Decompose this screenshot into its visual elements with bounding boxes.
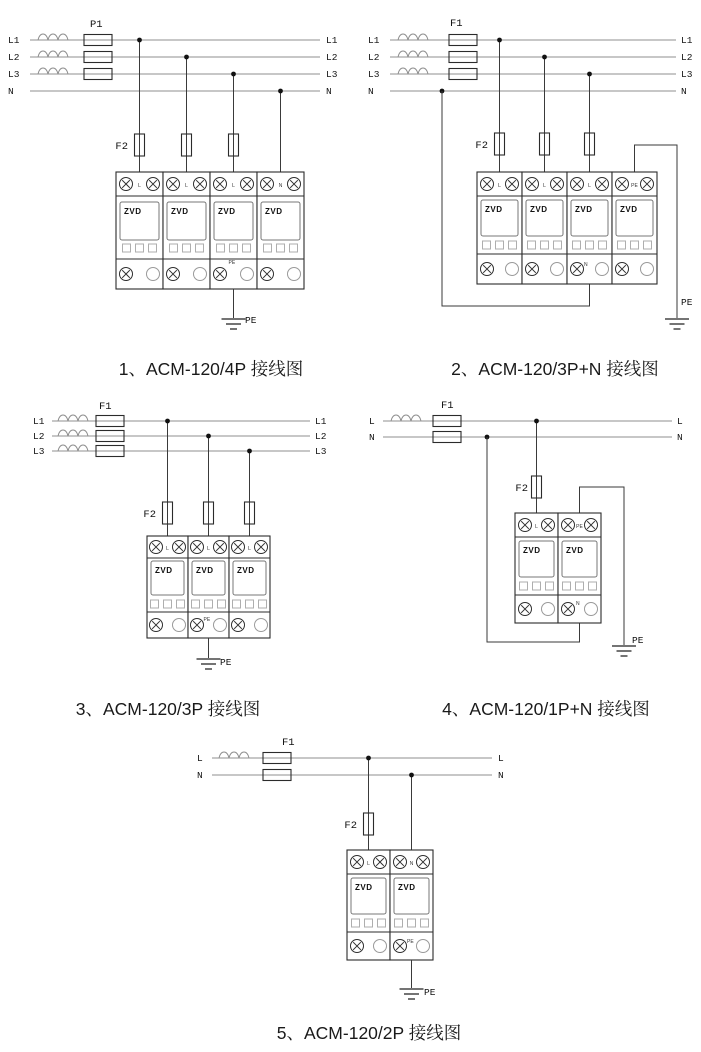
terminal-label: L <box>588 183 591 189</box>
branch-fuse-label: F2 <box>143 509 156 521</box>
screw-terminal-icon <box>255 541 268 554</box>
indicator-window <box>573 241 607 249</box>
terminal-circle <box>214 619 227 632</box>
diagram-acm-120-3p-n <box>368 18 693 329</box>
line-label-left: N <box>197 770 203 781</box>
diagram-acm-120-2p <box>197 737 504 999</box>
line-label-left: L2 <box>33 431 45 442</box>
screw-terminal-icon <box>571 263 584 276</box>
indicator-window <box>395 919 429 927</box>
spd-module <box>477 172 522 284</box>
screw-terminal-icon <box>616 178 629 191</box>
screw-terminal-icon <box>562 603 575 616</box>
indicator-window <box>233 600 267 608</box>
inductor-icon <box>219 752 249 758</box>
module-model-label: ZVD <box>237 566 255 575</box>
terminal-label: PE <box>631 183 638 189</box>
junction-dot <box>206 434 211 439</box>
screw-terminal-icon <box>571 178 584 191</box>
terminal-circle <box>506 263 519 276</box>
indicator-window <box>520 582 554 590</box>
power-lines <box>390 40 676 91</box>
terminal-circle <box>147 268 160 281</box>
screw-terminal-icon <box>351 940 364 953</box>
diagram-acm-120-1p-n <box>369 400 683 656</box>
screw-terminal-icon <box>519 603 532 616</box>
line-label-right: N <box>677 432 683 443</box>
power-lines <box>383 421 672 437</box>
branch-fuse-label: F2 <box>115 141 128 153</box>
earth-ground-icon <box>197 659 221 669</box>
spd-module <box>257 172 304 289</box>
inductor-icon <box>398 51 428 57</box>
module-model-label: ZVD <box>530 205 548 214</box>
branch-fuse-label: F2 <box>515 483 528 495</box>
line-label-right: N <box>681 86 687 97</box>
screw-terminal-icon <box>417 856 430 869</box>
screw-terminal-icon <box>241 178 254 191</box>
main-fuse-label: F1 <box>441 400 454 412</box>
terminal-label: N <box>576 601 580 607</box>
screw-terminal-icon <box>191 541 204 554</box>
screw-terminal-icon <box>173 541 186 554</box>
module-model-label: ZVD <box>265 207 283 216</box>
screw-terminal-icon <box>596 178 609 191</box>
line-label-right: L2 <box>326 52 338 63</box>
diagram-caption: 1、ACM-120/4P 接线图 <box>118 359 304 379</box>
spd-module <box>229 536 270 638</box>
screw-terminal-icon <box>551 178 564 191</box>
terminal-label: N <box>584 262 588 268</box>
inductor-icon <box>398 68 428 74</box>
screw-terminal-icon <box>288 178 301 191</box>
junction-dot <box>231 72 236 77</box>
diagram-caption: 4、ACM-120/1P+N 接线图 <box>442 699 650 719</box>
spd-module <box>163 172 210 289</box>
screw-terminal-icon <box>519 519 532 532</box>
main-fuse-label: F1 <box>450 18 463 30</box>
line-label-left: L2 <box>8 52 20 63</box>
indicator-window <box>483 241 517 249</box>
spd-module <box>515 513 558 623</box>
ground-label: PE <box>424 987 436 998</box>
earth-ground-icon <box>222 319 246 329</box>
main-fuse-label: P1 <box>90 19 103 31</box>
line-label-right: N <box>498 770 504 781</box>
terminal-circle <box>596 263 609 276</box>
terminal-label: L <box>232 183 235 189</box>
line-label-right: L3 <box>326 69 338 80</box>
power-lines <box>52 421 310 451</box>
junction-dot <box>165 419 170 424</box>
terminal-circle <box>374 940 387 953</box>
spd-module <box>558 513 601 623</box>
line-label-left: L2 <box>368 52 380 63</box>
ground-label: PE <box>245 315 257 326</box>
screw-terminal-icon <box>481 178 494 191</box>
terminal-label: PE <box>228 260 236 266</box>
terminal-circle <box>194 268 207 281</box>
screw-terminal-icon <box>374 856 387 869</box>
indicator-window <box>123 244 157 252</box>
indicator-window <box>264 244 298 252</box>
screw-terminal-icon <box>214 178 227 191</box>
module-model-label: ZVD <box>575 205 593 214</box>
terminal-label: L <box>138 183 141 189</box>
module-model-label: ZVD <box>196 566 214 575</box>
line-label-left: L1 <box>8 35 20 46</box>
terminal-circle <box>542 603 555 616</box>
spd-module <box>147 536 188 638</box>
ground-label: PE <box>220 657 232 668</box>
junction-dot <box>278 89 283 94</box>
inductor-icon <box>58 415 88 421</box>
screw-terminal-icon <box>261 268 274 281</box>
screw-terminal-icon <box>526 178 539 191</box>
terminal-circle <box>288 268 301 281</box>
module-model-label: ZVD <box>355 883 373 892</box>
terminal-label: N <box>278 183 283 189</box>
branch-wires <box>140 40 281 172</box>
junction-dot <box>497 38 502 43</box>
indicator-window <box>563 582 597 590</box>
earth-ground-icon <box>612 646 636 656</box>
screw-terminal-icon <box>147 178 160 191</box>
screw-terminal-icon <box>562 519 575 532</box>
diagram-acm-120-3p <box>33 401 327 669</box>
indicator-window <box>151 600 185 608</box>
screw-terminal-icon <box>526 263 539 276</box>
line-label-right: L1 <box>326 35 338 46</box>
screw-terminal-icon <box>232 541 245 554</box>
terminal-label: L <box>535 524 538 530</box>
inductor-icon <box>38 68 68 74</box>
screw-terminal-icon <box>194 178 207 191</box>
terminal-label: L <box>543 183 546 189</box>
terminal-label: L <box>498 183 501 189</box>
main-fuse-label: F1 <box>99 401 112 413</box>
module-model-label: ZVD <box>218 207 236 216</box>
inductor-icon <box>58 445 88 451</box>
line-label-right: L1 <box>681 35 693 46</box>
line-label-left: N <box>368 86 374 97</box>
screw-terminal-icon <box>232 619 245 632</box>
terminal-label: L <box>367 861 370 867</box>
line-label-left: L1 <box>33 416 45 427</box>
screw-terminal-icon <box>351 856 364 869</box>
screw-terminal-icon <box>167 178 180 191</box>
indicator-window <box>352 919 386 927</box>
indicator-window <box>528 241 562 249</box>
terminal-circle <box>417 940 430 953</box>
junction-dot <box>534 419 539 424</box>
line-label-left: L1 <box>368 35 380 46</box>
screw-terminal-icon <box>481 263 494 276</box>
spd-module <box>612 172 657 284</box>
terminal-label: PE <box>203 617 211 623</box>
screw-terminal-icon <box>641 178 654 191</box>
terminal-circle <box>255 619 268 632</box>
line-label-left: N <box>8 86 14 97</box>
terminal-label: PE <box>407 939 414 945</box>
line-label-right: L2 <box>315 431 327 442</box>
power-lines <box>212 758 492 775</box>
spd-module <box>347 850 390 960</box>
line-label-right: L3 <box>681 69 693 80</box>
module-model-label: ZVD <box>124 207 142 216</box>
line-label-right: L <box>498 753 504 764</box>
junction-dot <box>247 449 252 454</box>
screw-terminal-icon <box>167 268 180 281</box>
branch-wires <box>369 758 412 850</box>
terminal-circle <box>641 263 654 276</box>
screw-terminal-icon <box>214 268 227 281</box>
screw-terminal-icon <box>542 519 555 532</box>
terminal-label: L <box>207 546 210 552</box>
terminal-label: L <box>248 546 251 552</box>
screw-terminal-icon <box>506 178 519 191</box>
module-model-label: ZVD <box>171 207 189 216</box>
junction-dot <box>409 773 414 778</box>
junction-dot <box>542 55 547 60</box>
screw-terminal-icon <box>261 178 274 191</box>
terminal-label: L <box>185 183 188 189</box>
line-label-left: L3 <box>33 446 45 457</box>
screw-terminal-icon <box>394 940 407 953</box>
screw-terminal-icon <box>616 263 629 276</box>
junction-dot <box>366 756 371 761</box>
module-model-label: ZVD <box>485 205 503 214</box>
spd-module <box>188 536 229 638</box>
screw-terminal-icon <box>150 541 163 554</box>
inductor-icon <box>38 51 68 57</box>
line-label-right: L1 <box>315 416 327 427</box>
line-label-right: N <box>326 86 332 97</box>
line-label-left: N <box>369 432 375 443</box>
junction-dot <box>587 72 592 77</box>
terminal-circle <box>585 603 598 616</box>
line-label-right: L2 <box>681 52 693 63</box>
branch-wires <box>500 40 590 172</box>
ground-label: PE <box>632 635 644 646</box>
line-label-right: L <box>677 416 683 427</box>
branch-fuse-label: F2 <box>344 820 357 832</box>
terminal-label: N <box>409 861 414 867</box>
module-model-label: ZVD <box>398 883 416 892</box>
terminal-label: PE <box>576 524 583 530</box>
screw-terminal-icon <box>585 519 598 532</box>
screw-terminal-icon <box>394 856 407 869</box>
line-label-right: L3 <box>315 446 327 457</box>
diagram-caption: 2、ACM-120/3P+N 接线图 <box>451 359 659 379</box>
inductor-icon <box>391 415 421 421</box>
screw-terminal-icon <box>150 619 163 632</box>
line-label-left: L <box>197 753 203 764</box>
diagram-caption: 5、ACM-120/2P 接线图 <box>276 1023 462 1043</box>
indicator-window <box>618 241 652 249</box>
spd-module <box>390 850 433 960</box>
indicator-window <box>170 244 204 252</box>
junction-dot <box>137 38 142 43</box>
line-label-left: L3 <box>368 69 380 80</box>
spd-module <box>522 172 567 284</box>
terminal-label: L <box>166 546 169 552</box>
earth-ground-icon <box>665 319 689 329</box>
indicator-window <box>192 600 226 608</box>
terminal-circle <box>173 619 186 632</box>
inductor-icon <box>398 34 428 40</box>
inductor-icon <box>38 34 68 40</box>
branch-fuse-label: F2 <box>475 140 488 152</box>
spd-module <box>567 172 612 284</box>
screw-terminal-icon <box>120 268 133 281</box>
diagram-caption: 3、ACM-120/3P 接线图 <box>75 699 261 719</box>
junction-dot <box>184 55 189 60</box>
module-model-label: ZVD <box>155 566 173 575</box>
line-label-left: L3 <box>8 69 20 80</box>
line-label-left: L <box>369 416 375 427</box>
spd-module <box>116 172 163 289</box>
screw-terminal-icon <box>120 178 133 191</box>
screw-terminal-icon <box>191 619 204 632</box>
inductor-icon <box>58 430 88 436</box>
screw-terminal-icon <box>214 541 227 554</box>
power-lines <box>30 40 320 91</box>
diagram-acm-120-4p <box>8 19 338 329</box>
spd-module <box>210 172 257 289</box>
terminal-circle <box>241 268 254 281</box>
earth-ground-icon <box>400 989 424 999</box>
terminal-circle <box>551 263 564 276</box>
module-model-label: ZVD <box>523 546 541 555</box>
module-model-label: ZVD <box>566 546 584 555</box>
ground-label: PE <box>681 297 693 308</box>
main-fuse-label: F1 <box>282 737 295 749</box>
module-model-label: ZVD <box>620 205 638 214</box>
indicator-window <box>217 244 251 252</box>
